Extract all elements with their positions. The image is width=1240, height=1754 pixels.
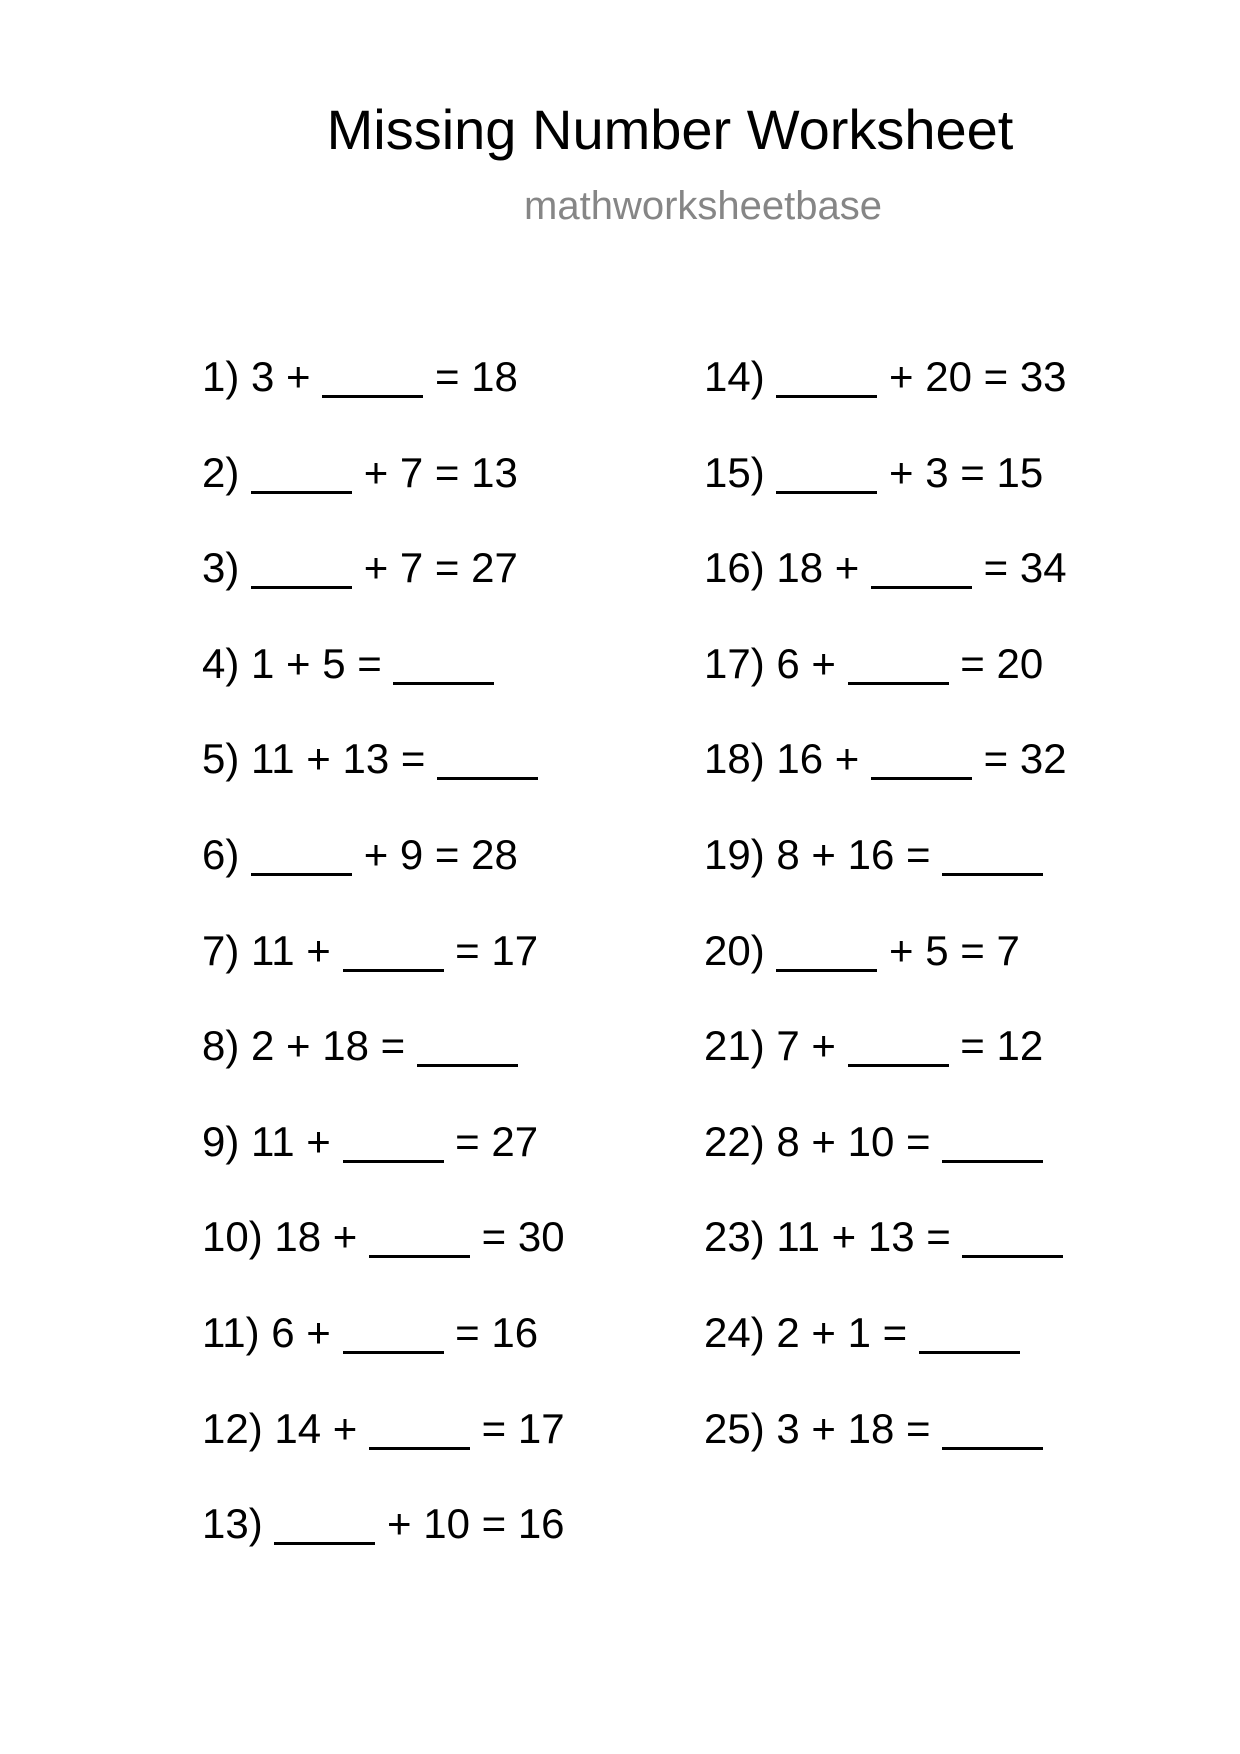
problem-number: 2): [202, 448, 240, 496]
equation-text: 8 + 10 =: [776, 1117, 931, 1165]
equation-text: 6 +: [271, 1309, 331, 1356]
answer-blank[interactable]: [343, 1154, 444, 1163]
problem-item: [202, 448, 518, 498]
problem-item: [202, 830, 518, 880]
problem-item: [202, 926, 538, 976]
equation-text: + 10 = 16: [387, 1500, 565, 1548]
problem-item: [704, 1308, 1020, 1358]
equation-text: + 7 = 13: [363, 448, 518, 496]
problem-item: [202, 1117, 538, 1167]
answer-blank[interactable]: [393, 676, 494, 685]
problem-item: [202, 352, 518, 402]
equation-text: 18 +: [274, 1213, 358, 1261]
equation-text: = 20: [960, 639, 1044, 687]
problem-number: 11): [202, 1309, 260, 1356]
answer-blank[interactable]: [848, 1058, 949, 1067]
problem-item: [202, 1021, 518, 1071]
equation-text: 16 +: [776, 735, 860, 783]
answer-blank[interactable]: [437, 771, 538, 780]
answer-blank[interactable]: [251, 485, 352, 494]
problem-number: 19): [704, 831, 765, 878]
equation-text: = 17: [481, 1404, 565, 1452]
answer-blank[interactable]: [871, 580, 972, 589]
problem-item: [202, 543, 518, 593]
answer-blank[interactable]: [417, 1058, 518, 1067]
problem-number: 16): [704, 544, 765, 592]
problem-number: 14): [704, 353, 765, 400]
answer-blank[interactable]: [776, 963, 877, 972]
problem-number: 6): [202, 831, 240, 878]
problem-item: [704, 639, 1043, 689]
problem-item: [704, 1021, 1043, 1071]
problem-item: [202, 1308, 538, 1358]
equation-text: 18 +: [776, 544, 860, 592]
problem-item: [704, 926, 1020, 976]
answer-blank[interactable]: [942, 867, 1043, 876]
answer-blank[interactable]: [962, 1249, 1063, 1258]
answer-blank[interactable]: [871, 771, 972, 780]
equation-text: 11 + 13 =: [776, 1213, 951, 1261]
answer-blank[interactable]: [322, 389, 423, 398]
equation-text: + 9 = 28: [363, 831, 518, 878]
problem-item: [202, 1499, 565, 1549]
equation-text: 6 +: [776, 639, 836, 687]
problem-item: [704, 734, 1067, 784]
problem-number: 21): [704, 1022, 765, 1070]
problem-number: 13): [202, 1500, 263, 1548]
answer-blank[interactable]: [369, 1249, 470, 1258]
answer-blank[interactable]: [919, 1345, 1020, 1354]
answer-blank[interactable]: [848, 676, 949, 685]
problem-number: 18): [704, 735, 765, 783]
worksheet-subtitle: mathworksheetbase: [524, 184, 882, 228]
problem-item: [704, 448, 1043, 498]
equation-text: 8 + 16 =: [776, 831, 931, 878]
answer-blank[interactable]: [776, 389, 877, 398]
equation-text: 3 + 18 =: [776, 1404, 931, 1452]
problem-number: 7): [202, 926, 240, 974]
problem-number: 23): [704, 1213, 765, 1261]
problem-number: 10): [202, 1213, 263, 1261]
answer-blank[interactable]: [942, 1154, 1043, 1163]
equation-text: + 3 = 15: [889, 448, 1044, 496]
problem-number: 24): [704, 1309, 765, 1356]
problem-number: 4): [202, 639, 240, 687]
answer-blank[interactable]: [776, 485, 877, 494]
problem-number: 12): [202, 1404, 263, 1452]
equation-text: 2 + 18 =: [251, 1022, 406, 1070]
equation-text: 11 + 13 =: [251, 735, 426, 783]
problem-item: [704, 543, 1067, 593]
equation-text: = 16: [455, 1309, 539, 1356]
answer-blank[interactable]: [251, 867, 352, 876]
problem-item: [704, 1404, 1043, 1454]
problem-item: [202, 1404, 565, 1454]
equation-text: 11 +: [251, 926, 331, 974]
equation-text: 2 + 1 =: [776, 1309, 908, 1356]
problem-item: [202, 1212, 565, 1262]
problem-item: [704, 830, 1043, 880]
equation-text: = 27: [455, 1117, 539, 1165]
worksheet-title: Missing Number Worksheet: [326, 98, 1014, 161]
equation-text: = 17: [455, 926, 539, 974]
equation-text: = 18: [434, 353, 518, 400]
equation-text: 7 +: [776, 1022, 836, 1070]
equation-text: + 5 = 7: [889, 926, 1020, 974]
equation-text: = 12: [960, 1022, 1044, 1070]
problem-number: 22): [704, 1117, 765, 1165]
problem-item: [704, 1117, 1043, 1167]
problem-item: [704, 1212, 1063, 1262]
problem-number: 20): [704, 926, 765, 974]
answer-blank[interactable]: [251, 580, 352, 589]
answer-blank[interactable]: [274, 1536, 375, 1545]
equation-text: + 7 = 27: [363, 544, 518, 592]
problem-number: 17): [704, 639, 765, 687]
equation-text: 11 +: [251, 1117, 331, 1165]
problem-item: [202, 734, 538, 784]
problem-number: 9): [202, 1117, 240, 1165]
equation-text: = 32: [983, 735, 1067, 783]
equation-text: 14 +: [274, 1404, 358, 1452]
equation-text: = 30: [481, 1213, 565, 1261]
problem-number: 5): [202, 735, 240, 783]
problem-number: 1): [202, 353, 240, 400]
answer-blank[interactable]: [343, 963, 444, 972]
problem-number: 8): [202, 1022, 240, 1070]
equation-text: 3 +: [251, 353, 311, 400]
problem-number: 15): [704, 448, 765, 496]
answer-blank[interactable]: [343, 1345, 444, 1354]
equation-text: = 34: [983, 544, 1067, 592]
answer-blank[interactable]: [942, 1441, 1043, 1450]
problem-item: [202, 639, 494, 689]
answer-blank[interactable]: [369, 1441, 470, 1450]
problem-number: 25): [704, 1404, 765, 1452]
problem-item: [704, 352, 1067, 402]
equation-text: + 20 = 33: [889, 353, 1067, 400]
equation-text: 1 + 5 =: [251, 639, 382, 687]
problem-number: 3): [202, 544, 240, 592]
